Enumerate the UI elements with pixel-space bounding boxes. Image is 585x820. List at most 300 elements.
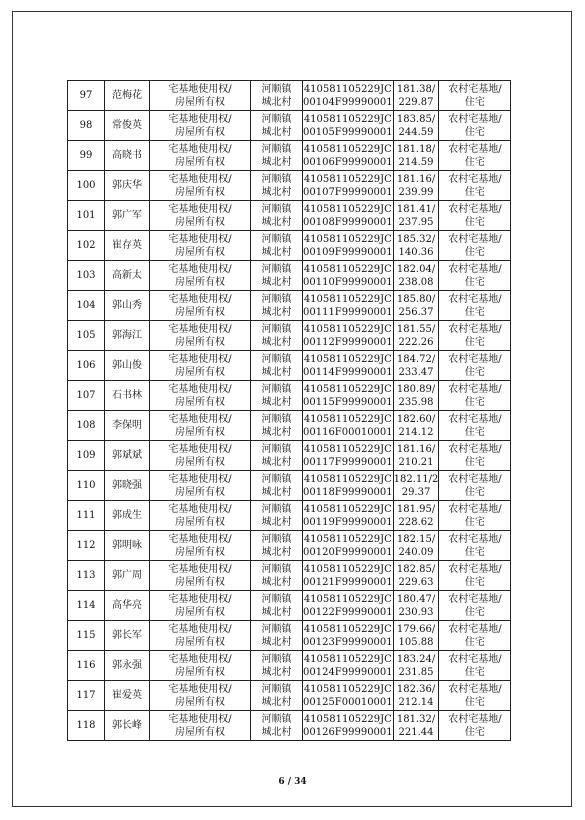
area-cell-line: 182.15/ (396, 533, 436, 545)
land-use-cell-line: 农村宅基地/ (448, 473, 502, 485)
land-use-cell-line: 农村宅基地/ (448, 233, 502, 245)
location-cell-line: 城北村 (261, 636, 292, 648)
row-number-cell: 110 (68, 471, 105, 501)
parcel-code-cell-line: 00107F99990001 (303, 186, 393, 198)
land-use-cell (439, 621, 511, 651)
location-cell-line: 城北村 (261, 306, 292, 318)
location-cell (251, 411, 303, 441)
area-cell-line: 29.37 (401, 486, 431, 498)
right-type-cell-line: 宅基地使用权/ (168, 113, 232, 125)
parcel-code-cell (303, 561, 394, 591)
parcel-code-cell-line: 410581105229JC (303, 443, 392, 455)
location-cell (251, 291, 303, 321)
owner-name-cell: 郭永强 (105, 651, 150, 681)
location-cell-line: 城北村 (261, 126, 292, 138)
owner-name-cell: 郭山俊 (105, 351, 150, 381)
land-use-cell-line: 住宅 (464, 666, 485, 678)
parcel-code-cell-line: 00120F99990001 (303, 546, 393, 558)
location-cell-line: 河顺镇 (261, 623, 292, 635)
owner-name-cell: 高新太 (105, 261, 150, 291)
location-cell (251, 201, 303, 231)
location-cell-line: 河顺镇 (261, 653, 292, 665)
parcel-code-cell (303, 141, 394, 171)
row-number-cell: 102 (68, 231, 105, 261)
page-number: 6 / 34 (278, 777, 307, 787)
table-row (68, 261, 511, 291)
right-type-cell-line: 宅基地使用权/ (168, 713, 232, 725)
location-cell (251, 651, 303, 681)
owner-name-cell: 常俊英 (105, 111, 150, 141)
area-cell (393, 441, 439, 471)
area-cell-line: 105.88 (398, 636, 434, 648)
parcel-code-cell-line: 00114F99990001 (303, 366, 393, 378)
land-use-cell-line: 农村宅基地/ (448, 503, 502, 515)
land-use-cell (439, 651, 511, 681)
row-number-cell: 97 (68, 81, 105, 111)
table-row (68, 201, 511, 231)
right-type-cell-line: 宅基地使用权/ (168, 563, 232, 575)
right-type-cell-line: 房屋所有权 (175, 186, 225, 198)
parcel-code-cell-line: 00106F99990001 (303, 156, 393, 168)
row-number-cell: 116 (68, 651, 105, 681)
area-cell-line: 183.85/ (396, 113, 436, 125)
location-cell-line: 城北村 (261, 456, 292, 468)
location-cell-line: 河顺镇 (261, 263, 292, 275)
owner-name-cell: 郭晓强 (105, 471, 150, 501)
area-cell (393, 291, 439, 321)
area-cell-line: 222.26 (398, 336, 434, 348)
table-row (68, 291, 511, 321)
parcel-code-cell (303, 501, 394, 531)
location-cell (251, 621, 303, 651)
right-type-cell-line: 房屋所有权 (175, 636, 225, 648)
parcel-code-cell-line: 00125F00010001 (303, 696, 393, 708)
right-type-cell-line: 宅基地使用权/ (168, 383, 232, 395)
row-number-cell: 115 (68, 621, 105, 651)
right-type-cell (150, 501, 251, 531)
area-cell (393, 351, 439, 381)
location-cell-line: 河顺镇 (261, 563, 292, 575)
row-number-cell: 114 (68, 591, 105, 621)
land-use-cell (439, 501, 511, 531)
location-cell-line: 城北村 (261, 666, 292, 678)
row-number-cell: 99 (68, 141, 105, 171)
land-use-cell (439, 141, 511, 171)
parcel-code-cell-line: 410581105229JC (303, 293, 392, 305)
land-use-cell (439, 681, 511, 711)
area-cell-line: 229.87 (398, 96, 434, 108)
location-cell-line: 城北村 (261, 696, 292, 708)
location-cell (251, 531, 303, 561)
right-type-cell (150, 471, 251, 501)
land-use-cell (439, 561, 511, 591)
area-cell (393, 111, 439, 141)
owner-name-cell: 郭广周 (105, 561, 150, 591)
land-use-cell (439, 321, 511, 351)
area-cell-line: 181.16/ (396, 173, 436, 185)
owner-name-cell: 郭山秀 (105, 291, 150, 321)
right-type-cell-line: 房屋所有权 (175, 96, 225, 108)
land-use-cell-line: 农村宅基地/ (448, 683, 502, 695)
row-number-cell: 112 (68, 531, 105, 561)
parcel-code-cell-line: 00112F99990001 (303, 336, 393, 348)
parcel-code-cell (303, 411, 394, 441)
area-cell-line: 233.47 (398, 366, 434, 378)
land-use-cell (439, 171, 511, 201)
right-type-cell (150, 561, 251, 591)
area-cell-line: 210.21 (398, 456, 434, 468)
table-row (68, 411, 511, 441)
row-number-cell: 106 (68, 351, 105, 381)
location-cell-line: 城北村 (261, 576, 292, 588)
area-cell (393, 501, 439, 531)
area-cell (393, 471, 439, 501)
parcel-code-cell (303, 381, 394, 411)
location-cell-line: 城北村 (261, 366, 292, 378)
row-number-cell: 118 (68, 711, 105, 741)
area-cell-line: 240.09 (398, 546, 434, 558)
land-use-cell-line: 住宅 (464, 156, 485, 168)
owner-name-cell: 范梅花 (105, 81, 150, 111)
owner-name-cell: 高华亮 (105, 591, 150, 621)
parcel-code-cell-line: 410581105229JC (303, 143, 392, 155)
land-use-cell-line: 农村宅基地/ (448, 203, 502, 215)
parcel-code-cell-line: 00124F99990001 (303, 666, 393, 678)
parcel-code-cell-line: 00121F99990001 (303, 576, 393, 588)
location-cell-line: 城北村 (261, 246, 292, 258)
right-type-cell (150, 291, 251, 321)
parcel-code-cell-line: 00111F99990001 (303, 306, 393, 318)
table-row (68, 531, 511, 561)
owner-name-cell: 高晓书 (105, 141, 150, 171)
land-use-cell-line: 住宅 (464, 366, 485, 378)
location-cell-line: 河顺镇 (261, 143, 292, 155)
parcel-code-cell (303, 291, 394, 321)
right-type-cell (150, 201, 251, 231)
right-type-cell-line: 宅基地使用权/ (168, 233, 232, 245)
land-use-cell-line: 住宅 (464, 396, 485, 408)
location-cell-line: 河顺镇 (261, 233, 292, 245)
land-use-cell-line: 农村宅基地/ (448, 593, 502, 605)
land-use-cell-line: 农村宅基地/ (448, 83, 502, 95)
parcel-code-cell (303, 681, 394, 711)
right-type-cell-line: 房屋所有权 (175, 276, 225, 288)
parcel-code-cell-line: 410581105229JC (303, 113, 392, 125)
location-cell-line: 城北村 (261, 546, 292, 558)
location-cell (251, 171, 303, 201)
location-cell-line: 河顺镇 (261, 713, 292, 725)
area-cell-line: 237.95 (398, 216, 434, 228)
land-use-cell-line: 住宅 (464, 486, 485, 498)
location-cell (251, 441, 303, 471)
parcel-code-cell-line: 410581105229JC (303, 413, 392, 425)
registration-table-body (68, 81, 511, 741)
location-cell (251, 141, 303, 171)
right-type-cell-line: 宅基地使用权/ (168, 293, 232, 305)
land-use-cell (439, 381, 511, 411)
location-cell-line: 城北村 (261, 606, 292, 618)
location-cell-line: 河顺镇 (261, 113, 292, 125)
land-use-cell-line: 农村宅基地/ (448, 413, 502, 425)
table-row (68, 321, 511, 351)
area-cell-line: 179.66/ (396, 623, 436, 635)
area-cell (393, 621, 439, 651)
area-cell (393, 711, 439, 741)
parcel-code-cell (303, 651, 394, 681)
right-type-cell-line: 房屋所有权 (175, 336, 225, 348)
right-type-cell-line: 宅基地使用权/ (168, 473, 232, 485)
right-type-cell-line: 宅基地使用权/ (168, 653, 232, 665)
land-use-cell (439, 441, 511, 471)
land-use-cell (439, 111, 511, 141)
parcel-code-cell (303, 531, 394, 561)
right-type-cell-line: 宅基地使用权/ (168, 173, 232, 185)
parcel-code-cell-line: 410581105229JC (303, 563, 392, 575)
land-use-cell-line: 农村宅基地/ (448, 173, 502, 185)
land-use-cell-line: 农村宅基地/ (448, 443, 502, 455)
area-cell-line: 221.44 (398, 726, 434, 738)
land-use-cell (439, 201, 511, 231)
parcel-code-cell-line: 410581105229JC (303, 83, 392, 95)
land-use-cell (439, 81, 511, 111)
land-use-cell-line: 住宅 (464, 696, 485, 708)
location-cell-line: 城北村 (261, 516, 292, 528)
table-row (68, 501, 511, 531)
area-cell-line: 181.95/ (396, 503, 436, 515)
row-number-cell: 113 (68, 561, 105, 591)
location-cell-line: 城北村 (261, 216, 292, 228)
land-use-cell (439, 231, 511, 261)
land-use-cell-line: 农村宅基地/ (448, 563, 502, 575)
right-type-cell-line: 房屋所有权 (175, 486, 225, 498)
right-type-cell (150, 321, 251, 351)
right-type-cell-line: 房屋所有权 (175, 246, 225, 258)
location-cell-line: 城北村 (261, 276, 292, 288)
right-type-cell (150, 351, 251, 381)
parcel-code-cell (303, 201, 394, 231)
parcel-code-cell-line: 410581105229JC (303, 653, 392, 665)
table-row (68, 231, 511, 261)
location-cell-line: 河顺镇 (261, 203, 292, 215)
row-number-cell: 105 (68, 321, 105, 351)
table-row (68, 351, 511, 381)
location-cell (251, 231, 303, 261)
area-cell (393, 81, 439, 111)
parcel-code-cell-line: 00122F99990001 (303, 606, 393, 618)
parcel-code-cell-line: 410581105229JC (303, 203, 392, 215)
area-cell-line: 182.85/ (396, 563, 436, 575)
parcel-code-cell-line: 00126F99990001 (303, 726, 393, 738)
location-cell-line: 城北村 (261, 96, 292, 108)
right-type-cell-line: 房屋所有权 (175, 726, 225, 738)
right-type-cell-line: 房屋所有权 (175, 546, 225, 558)
parcel-code-cell-line: 410581105229JC (303, 323, 392, 335)
land-use-cell-line: 农村宅基地/ (448, 383, 502, 395)
location-cell-line: 城北村 (261, 396, 292, 408)
right-type-cell-line: 宅基地使用权/ (168, 83, 232, 95)
land-use-cell-line: 住宅 (464, 126, 485, 138)
land-use-cell (439, 411, 511, 441)
land-use-cell-line: 住宅 (464, 726, 485, 738)
table-row (68, 81, 511, 111)
right-type-cell-line: 宅基地使用权/ (168, 623, 232, 635)
right-type-cell-line: 房屋所有权 (175, 426, 225, 438)
parcel-code-cell-line: 00119F99990001 (303, 516, 393, 528)
area-cell (393, 231, 439, 261)
parcel-code-cell-line: 410581105229JC (303, 533, 392, 545)
parcel-code-cell-line: 00118F99990001 (303, 486, 393, 498)
row-number-cell: 100 (68, 171, 105, 201)
owner-name-cell: 郭长峰 (105, 711, 150, 741)
right-type-cell-line: 宅基地使用权/ (168, 503, 232, 515)
location-cell-line: 河顺镇 (261, 413, 292, 425)
land-use-cell-line: 农村宅基地/ (448, 323, 502, 335)
right-type-cell-line: 房屋所有权 (175, 156, 225, 168)
parcel-code-cell (303, 111, 394, 141)
location-cell-line: 河顺镇 (261, 83, 292, 95)
right-type-cell-line: 房屋所有权 (175, 606, 225, 618)
parcel-code-cell-line: 00110F99990001 (303, 276, 393, 288)
registration-table (67, 80, 511, 741)
area-cell (393, 651, 439, 681)
area-cell (393, 381, 439, 411)
parcel-code-cell (303, 321, 394, 351)
table-row (68, 591, 511, 621)
right-type-cell-line: 房屋所有权 (175, 666, 225, 678)
table-row (68, 381, 511, 411)
location-cell (251, 111, 303, 141)
right-type-cell (150, 171, 251, 201)
owner-name-cell: 郭海江 (105, 321, 150, 351)
location-cell-line: 河顺镇 (261, 533, 292, 545)
location-cell-line: 河顺镇 (261, 593, 292, 605)
land-use-cell-line: 农村宅基地/ (448, 263, 502, 275)
row-number-cell: 101 (68, 201, 105, 231)
parcel-code-cell (303, 261, 394, 291)
land-use-cell-line: 农村宅基地/ (448, 533, 502, 545)
table-row (68, 171, 511, 201)
area-cell-line: 239.99 (398, 186, 434, 198)
land-use-cell-line: 农村宅基地/ (448, 293, 502, 305)
right-type-cell-line: 房屋所有权 (175, 516, 225, 528)
parcel-code-cell-line: 00104F99990001 (303, 96, 393, 108)
parcel-code-cell-line: 410581105229JC (303, 353, 392, 365)
parcel-code-cell (303, 621, 394, 651)
right-type-cell-line: 宅基地使用权/ (168, 263, 232, 275)
land-use-cell (439, 531, 511, 561)
row-number-cell: 111 (68, 501, 105, 531)
location-cell (251, 261, 303, 291)
location-cell-line: 城北村 (261, 156, 292, 168)
area-cell-line: 182.36/ (396, 683, 436, 695)
right-type-cell (150, 81, 251, 111)
location-cell-line: 河顺镇 (261, 323, 292, 335)
parcel-code-cell (303, 471, 394, 501)
right-type-cell-line: 房屋所有权 (175, 366, 225, 378)
parcel-code-cell-line: 00105F99990001 (303, 126, 393, 138)
parcel-code-cell (303, 171, 394, 201)
area-cell-line: 228.62 (398, 516, 434, 528)
row-number-cell: 98 (68, 111, 105, 141)
right-type-cell (150, 621, 251, 651)
right-type-cell-line: 宅基地使用权/ (168, 593, 232, 605)
land-use-cell-line: 住宅 (464, 546, 485, 558)
area-cell (393, 171, 439, 201)
location-cell (251, 321, 303, 351)
land-use-cell-line: 住宅 (464, 636, 485, 648)
location-cell (251, 81, 303, 111)
area-cell-line: 231.85 (398, 666, 434, 678)
row-number-cell: 107 (68, 381, 105, 411)
parcel-code-cell-line: 00123F99990001 (303, 636, 393, 648)
land-use-cell-line: 农村宅基地/ (448, 653, 502, 665)
area-cell-line: 181.32/ (396, 713, 436, 725)
table-row (68, 111, 511, 141)
parcel-code-cell (303, 351, 394, 381)
table-row (68, 561, 511, 591)
location-cell-line: 城北村 (261, 336, 292, 348)
table-row (68, 441, 511, 471)
right-type-cell (150, 261, 251, 291)
location-cell-line: 河顺镇 (261, 173, 292, 185)
owner-name-cell: 郭广军 (105, 201, 150, 231)
right-type-cell-line: 宅基地使用权/ (168, 353, 232, 365)
parcel-code-cell (303, 81, 394, 111)
area-cell-line: 140.36 (398, 246, 434, 258)
location-cell-line: 河顺镇 (261, 293, 292, 305)
right-type-cell-line: 宅基地使用权/ (168, 203, 232, 215)
area-cell (393, 411, 439, 441)
parcel-code-cell (303, 231, 394, 261)
land-use-cell-line: 住宅 (464, 456, 485, 468)
right-type-cell-line: 房屋所有权 (175, 306, 225, 318)
right-type-cell (150, 651, 251, 681)
location-cell-line: 城北村 (261, 486, 292, 498)
area-cell-line: 183.24/ (396, 653, 436, 665)
area-cell-line: 185.32/ (396, 233, 436, 245)
right-type-cell-line: 房屋所有权 (175, 576, 225, 588)
right-type-cell (150, 231, 251, 261)
location-cell-line: 城北村 (261, 426, 292, 438)
right-type-cell-line: 房屋所有权 (175, 216, 225, 228)
owner-name-cell: 崔存英 (105, 231, 150, 261)
area-cell (393, 321, 439, 351)
area-cell-line: 256.37 (398, 306, 434, 318)
land-use-cell-line: 住宅 (464, 186, 485, 198)
right-type-cell (150, 681, 251, 711)
location-cell (251, 501, 303, 531)
location-cell (251, 351, 303, 381)
area-cell-line: 181.41/ (396, 203, 436, 215)
land-use-cell (439, 351, 511, 381)
location-cell (251, 681, 303, 711)
land-use-cell-line: 农村宅基地/ (448, 143, 502, 155)
land-use-cell-line: 农村宅基地/ (448, 113, 502, 125)
location-cell (251, 711, 303, 741)
owner-name-cell: 崔爱英 (105, 681, 150, 711)
area-cell-line: 229.63 (398, 576, 434, 588)
right-type-cell (150, 711, 251, 741)
area-cell (393, 201, 439, 231)
parcel-code-cell (303, 441, 394, 471)
area-cell-line: 214.59 (398, 156, 434, 168)
right-type-cell (150, 591, 251, 621)
parcel-code-cell-line: 00108F99990001 (303, 216, 393, 228)
right-type-cell (150, 111, 251, 141)
parcel-code-cell-line: 00115F99990001 (303, 396, 393, 408)
parcel-code-cell-line: 410581105229JC (303, 503, 392, 515)
right-type-cell (150, 141, 251, 171)
